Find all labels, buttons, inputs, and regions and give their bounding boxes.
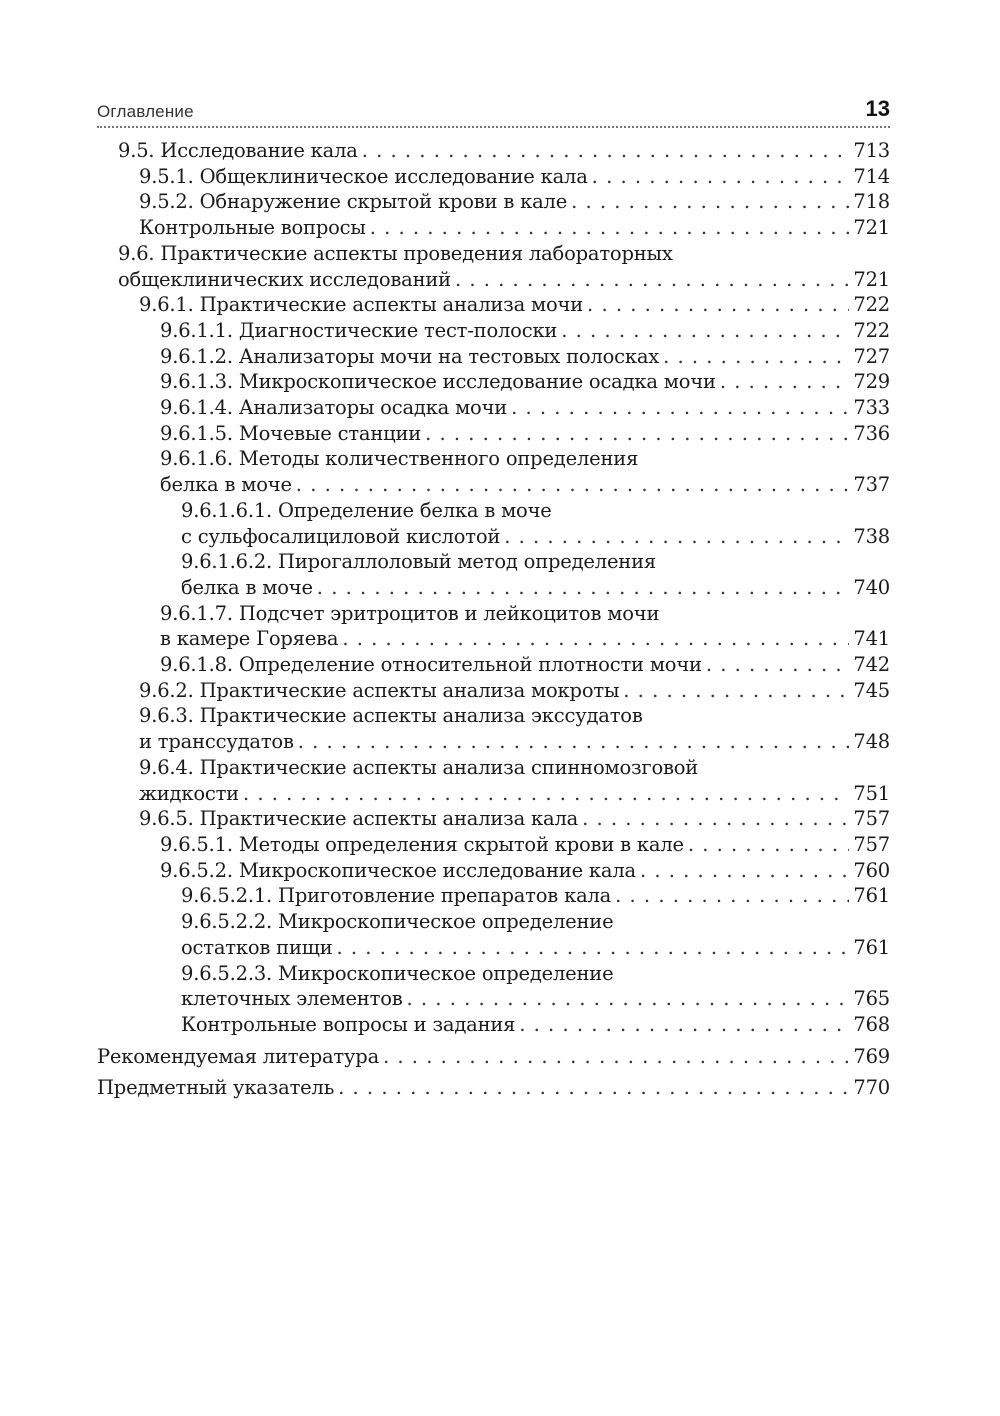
- toc-entry-title: 9.6.1.5. Мочевые станции: [160, 421, 422, 445]
- toc-entry-title: в камере Горяева: [160, 627, 339, 651]
- dot-leader: [561, 318, 849, 344]
- dot-leader: [337, 935, 850, 961]
- toc-entry-page: 740: [853, 575, 890, 599]
- toc-entry-page: 760: [853, 858, 890, 882]
- toc-entry-title: 9.6.2. Практические аспекты анализа мокроты: [139, 678, 620, 702]
- toc-entry-title: Контрольные вопросы: [139, 216, 366, 240]
- toc-entry-title: общеклинических исследований: [118, 267, 451, 291]
- toc-entry-title: 9.6.1.1. Диагностические тест-полоски: [160, 318, 558, 342]
- dot-leader: [623, 678, 849, 704]
- running-header: [97, 96, 890, 128]
- toc-entry-recommended-literature[interactable]: [97, 1044, 890, 1070]
- toc-entry-page: 721: [853, 216, 890, 240]
- page-number: 13: [865, 96, 890, 121]
- toc-entry-title: 9.6.1.2. Анализаторы мочи на тестовых полосках: [160, 344, 660, 368]
- toc-entry-9-6-5-1[interactable]: [97, 832, 890, 858]
- dot-leader: [582, 806, 849, 832]
- toc-entry-title-line1: 9.6.1.6.2. Пирогаллоловый метод определения: [181, 550, 656, 574]
- toc-entry-title: 9.6.1.3. Микроскопическое исследование осадка мочи: [160, 370, 716, 394]
- toc-entry-title: 9.5. Исследование кала: [118, 139, 358, 162]
- toc-entry-review-questions-9-5[interactable]: [97, 215, 890, 241]
- toc-entry-title: 9.6.5.1. Методы определения скрытой крови в кале: [160, 832, 684, 856]
- toc-entry-title: белка в моче: [160, 473, 292, 497]
- toc-entry-9-6-1-1[interactable]: [97, 318, 890, 344]
- toc-entry-page: 742: [853, 653, 890, 677]
- toc-entry-page: 738: [853, 524, 890, 548]
- toc-entry-9-6-1-3[interactable]: [97, 369, 890, 395]
- toc-entry-9-6-5[interactable]: [97, 806, 890, 832]
- toc-entry-title-line1: 9.6.1.6. Методы количественного определения: [160, 447, 639, 471]
- toc-entry-page: 765: [853, 987, 890, 1011]
- dot-leader: [592, 164, 850, 190]
- toc-entry-9-6-1-6-2[interactable]: [97, 549, 890, 600]
- dot-leader: [720, 369, 850, 395]
- toc-entry-page: 748: [853, 730, 890, 754]
- dot-leader: [504, 524, 849, 550]
- toc-entry-page: 721: [853, 267, 890, 291]
- dot-leader: [407, 986, 850, 1012]
- toc-entry-title: жидкости: [139, 781, 239, 805]
- dot-leader: [243, 781, 849, 807]
- running-header-title: Оглавление: [97, 102, 194, 121]
- toc-entry-page: 718: [853, 190, 890, 214]
- toc-entry-title-line1: 9.6.4. Практические аспекты анализа спинномозговой: [139, 755, 699, 779]
- toc-entry-title-line1: 9.6.1.7. Подсчет эритроцитов и лейкоцитов мочи: [160, 601, 660, 625]
- toc-entry-subject-index[interactable]: [97, 1075, 890, 1101]
- dot-leader: [455, 267, 849, 293]
- toc-entry-9-6-1-5[interactable]: [97, 421, 890, 447]
- toc-entry-9-6[interactable]: [97, 241, 890, 292]
- toc-entry-title: белка в моче: [181, 575, 313, 599]
- toc-entry-review-questions-9-6[interactable]: [97, 1012, 890, 1038]
- toc-entry-title-line1: 9.6.3. Практические аспекты анализа экссудатов: [139, 704, 643, 728]
- toc-entry-title: 9.6.5.2. Микроскопическое исследование кала: [160, 858, 636, 882]
- dot-leader: [317, 575, 850, 601]
- toc-entry-9-6-1-6-1[interactable]: [97, 498, 890, 549]
- dot-leader: [519, 1012, 849, 1038]
- dot-leader: [640, 858, 849, 884]
- toc-entry-9-5[interactable]: [97, 138, 890, 164]
- dot-leader: [663, 344, 849, 370]
- dot-leader: [587, 292, 849, 318]
- dot-leader: [383, 1044, 849, 1070]
- toc-entry-page: 757: [853, 832, 890, 856]
- toc-entry-title: Предметный указатель: [97, 1076, 335, 1100]
- table-of-contents: [97, 138, 890, 1101]
- toc-entry-page: 713: [853, 139, 890, 162]
- toc-entry-title: Контрольные вопросы и задания: [181, 1012, 516, 1036]
- toc-entry-9-6-5-2-1[interactable]: [97, 883, 890, 909]
- toc-entry-title: 9.6.1.8. Определение относительной плотности мочи: [160, 653, 702, 677]
- toc-entry-page: 733: [853, 396, 890, 420]
- toc-entry-page: 770: [853, 1076, 890, 1100]
- dot-leader: [511, 395, 849, 421]
- toc-entry-page: 737: [853, 473, 890, 497]
- toc-entry-9-6-5-2[interactable]: [97, 858, 890, 884]
- toc-entry-page: 761: [853, 884, 890, 908]
- toc-entry-title: 9.6.5. Практические аспекты анализа кала: [139, 807, 579, 831]
- toc-entry-page: 741: [853, 627, 890, 651]
- toc-entry-page: 761: [853, 935, 890, 959]
- toc-entry-page: 729: [853, 370, 890, 394]
- dot-leader: [298, 729, 850, 755]
- dot-leader: [296, 472, 850, 498]
- toc-entry-page: 769: [853, 1044, 890, 1068]
- toc-entry-9-6-1-2[interactable]: [97, 344, 890, 370]
- toc-entry-9-5-2[interactable]: [97, 189, 890, 215]
- toc-entry-title-line1: 9.6.5.2.2. Микроскопическое определение: [181, 910, 614, 934]
- toc-entry-title: 9.6.1. Практические аспекты анализа мочи: [139, 293, 584, 317]
- toc-entry-page: 757: [853, 807, 890, 831]
- toc-entry-title: Рекомендуемая литература: [97, 1044, 379, 1068]
- toc-entry-title-line1: 9.6.5.2.3. Микроскопическое определение: [181, 961, 614, 985]
- toc-entry-9-6-1[interactable]: [97, 292, 890, 318]
- dot-leader: [338, 1075, 849, 1101]
- dot-leader: [362, 138, 850, 164]
- toc-entry-title: с сульфосалициловой кислотой: [181, 524, 501, 548]
- dot-leader: [370, 215, 850, 241]
- toc-entry-9-6-1-6[interactable]: [97, 446, 890, 497]
- toc-entry-page: 768: [853, 1012, 890, 1036]
- dot-leader: [342, 626, 849, 652]
- toc-entry-title: и транссудатов: [139, 730, 294, 754]
- dot-leader: [688, 832, 850, 858]
- dot-leader: [615, 883, 849, 909]
- toc-entry-page: 736: [853, 421, 890, 445]
- toc-entry-page: 751: [853, 781, 890, 805]
- toc-entry-9-6-1-7[interactable]: [97, 601, 890, 652]
- toc-entry-page: 714: [853, 164, 890, 188]
- toc-entry-9-6-5-2-3[interactable]: [97, 961, 890, 1012]
- dot-leader: [571, 189, 849, 215]
- toc-entry-title-line1: 9.6.1.6.1. Определение белка в моче: [181, 498, 552, 522]
- toc-page: [97, 96, 890, 1101]
- toc-entry-9-6-1-8[interactable]: [97, 652, 890, 678]
- toc-entry-title: 9.6.5.2.1. Приготовление препаратов кала: [181, 884, 612, 908]
- toc-entry-title: 9.6.1.4. Анализаторы осадка мочи: [160, 396, 508, 420]
- toc-entry-9-6-2[interactable]: [97, 678, 890, 704]
- dot-leader: [706, 652, 850, 678]
- toc-entry-9-6-5-2-2[interactable]: [97, 909, 890, 960]
- toc-entry-9-6-3[interactable]: [97, 703, 890, 754]
- toc-entry-page: 722: [853, 318, 890, 342]
- toc-entry-page: 722: [853, 293, 890, 317]
- toc-entry-page: 727: [853, 344, 890, 368]
- toc-entry-title-line1: 9.6. Практические аспекты проведения лабораторных: [118, 241, 673, 265]
- toc-entry-title: 9.5.1. Общеклиническое исследование кала: [139, 164, 588, 188]
- toc-entry-title: 9.5.2. Обнаружение скрытой крови в кале: [139, 190, 568, 214]
- toc-entry-9-6-4[interactable]: [97, 755, 890, 806]
- toc-entry-title: клеточных элементов: [181, 987, 403, 1011]
- toc-entry-9-5-1[interactable]: [97, 164, 890, 190]
- toc-entry-title: остатков пищи: [181, 935, 333, 959]
- toc-entry-page: 745: [853, 678, 890, 702]
- dot-leader: [425, 421, 849, 447]
- toc-entry-9-6-1-4[interactable]: [97, 395, 890, 421]
